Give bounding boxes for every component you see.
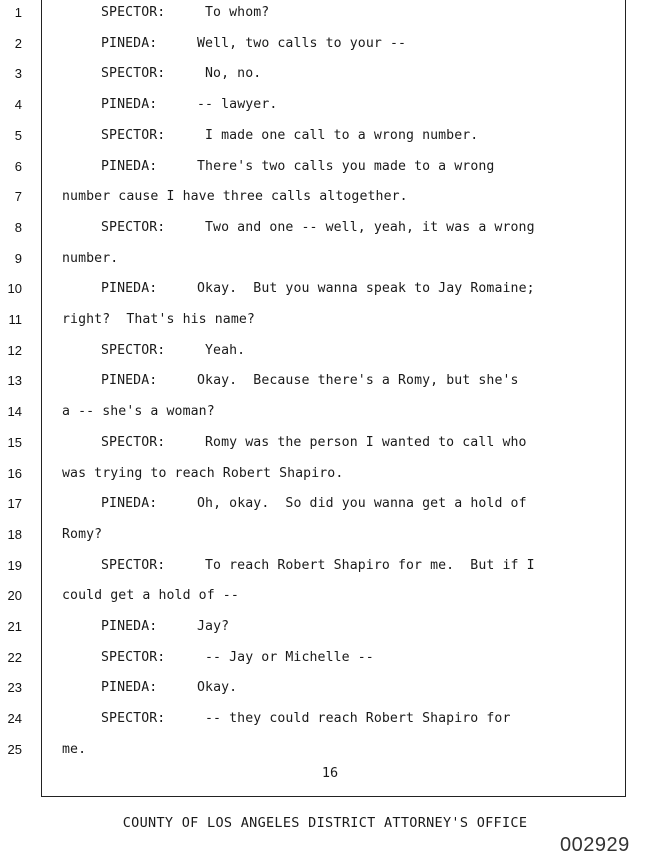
speaker-label: SPECTOR: (101, 66, 166, 81)
line-number: 19 (7, 558, 22, 573)
line-number: 21 (7, 619, 22, 634)
utterance-text: To whom? (205, 5, 270, 20)
utterance-text: right? That's his name? (62, 312, 255, 327)
transcript-line (101, 97, 277, 113)
transcript-line (101, 650, 374, 666)
line-number: 14 (7, 404, 22, 419)
speaker-label: SPECTOR: (101, 435, 166, 450)
transcript-line (101, 66, 261, 82)
line-number: 8 (14, 220, 22, 235)
footer-office-name: COUNTY OF LOS ANGELES DISTRICT ATTORNEY'S OFFICE (122, 815, 528, 831)
line-number: 16 (7, 466, 22, 481)
transcript-line (62, 312, 255, 328)
transcript-line (62, 742, 86, 758)
line-number: 11 (8, 312, 22, 327)
speaker-label: PINEDA: (101, 619, 158, 634)
utterance-text: There's two calls you made to a wrong (197, 159, 495, 174)
utterance-text: -- lawyer. (197, 97, 278, 112)
line-number: 18 (7, 527, 22, 542)
line-number: 2 (14, 36, 22, 51)
utterance-text: Jay? (197, 619, 230, 634)
transcript-line (101, 373, 519, 389)
speaker-label: PINEDA: (101, 680, 158, 695)
utterance-text: Okay. But you wanna speak to Jay Romaine; (197, 281, 535, 296)
utterance-text: Okay. (197, 680, 238, 695)
speaker-label: SPECTOR: (101, 343, 166, 358)
utterance-text: Romy was the person I wanted to call who (205, 435, 527, 450)
line-number: 5 (14, 128, 22, 143)
line-number: 15 (7, 435, 22, 450)
utterance-text: Oh, okay. So did you wanna get a hold of (197, 496, 527, 511)
speaker-label: PINEDA: (101, 281, 158, 296)
utterance-text: Yeah. (205, 343, 246, 358)
line-number: 13 (7, 373, 22, 388)
speaker-label: SPECTOR: (101, 711, 166, 726)
transcript-line (101, 343, 245, 359)
speaker-label: SPECTOR: (101, 558, 166, 573)
speaker-label: PINEDA: (101, 373, 158, 388)
utterance-text: No, no. (205, 66, 262, 81)
page-number: 16 (321, 765, 339, 781)
line-number: 7 (14, 189, 22, 204)
transcript-line (62, 527, 102, 543)
line-number: 20 (7, 588, 22, 603)
line-number: 23 (7, 680, 22, 695)
utterance-text: number cause I have three calls altogether. (62, 189, 408, 204)
line-number: 10 (7, 281, 22, 296)
utterance-text: number. (62, 251, 119, 266)
transcript-page-frame (41, 0, 626, 797)
speaker-label: PINEDA: (101, 36, 158, 51)
speaker-label: PINEDA: (101, 159, 158, 174)
line-number: 17 (7, 496, 22, 511)
line-number: 9 (14, 251, 22, 266)
transcript-line (62, 466, 343, 482)
transcript-line (62, 404, 215, 420)
utterance-text: a -- she's a woman? (62, 404, 215, 419)
line-number: 22 (7, 650, 22, 665)
transcript-line (101, 496, 527, 512)
speaker-label: SPECTOR: (101, 220, 166, 235)
line-number: 4 (14, 97, 22, 112)
utterance-text: -- they could reach Robert Shapiro for (205, 711, 511, 726)
speaker-label: PINEDA: (101, 97, 158, 112)
transcript-line (101, 711, 511, 727)
line-number: 24 (7, 711, 22, 726)
utterance-text: Two and one -- well, yeah, it was a wrong (205, 220, 535, 235)
line-number: 25 (7, 742, 22, 757)
transcript-line (101, 558, 535, 574)
utterance-text: To reach Robert Shapiro for me. But if I (205, 558, 535, 573)
utterance-text: Okay. Because there's a Romy, but she's (197, 373, 519, 388)
transcript-line (101, 128, 478, 144)
transcript-line (101, 220, 535, 236)
speaker-label: PINEDA: (101, 496, 158, 511)
transcript-line (101, 435, 527, 451)
speaker-label: SPECTOR: (101, 128, 166, 143)
transcript-line (101, 5, 269, 21)
transcript-line (62, 588, 239, 604)
line-number: 1 (14, 5, 22, 20)
line-number: 3 (14, 66, 22, 81)
utterance-text: Romy? (62, 527, 103, 542)
utterance-text: Well, two calls to your -- (197, 36, 407, 51)
transcript-line (101, 619, 229, 635)
line-number: 12 (7, 343, 22, 358)
line-number: 6 (14, 159, 22, 174)
bates-stamp: 002929 (560, 834, 630, 856)
speaker-label: SPECTOR: (101, 5, 166, 20)
transcript-line (101, 680, 237, 696)
transcript-line (62, 189, 408, 205)
utterance-text: was trying to reach Robert Shapiro. (62, 466, 344, 481)
speaker-label: SPECTOR: (101, 650, 166, 665)
transcript-line (101, 159, 494, 175)
transcript-line (101, 36, 406, 52)
utterance-text: I made one call to a wrong number. (205, 128, 479, 143)
transcript-line (101, 281, 535, 297)
utterance-text: could get a hold of -- (62, 588, 239, 603)
transcript-line (62, 251, 118, 267)
utterance-text: me. (62, 742, 87, 757)
utterance-text: -- Jay or Michelle -- (205, 650, 374, 665)
